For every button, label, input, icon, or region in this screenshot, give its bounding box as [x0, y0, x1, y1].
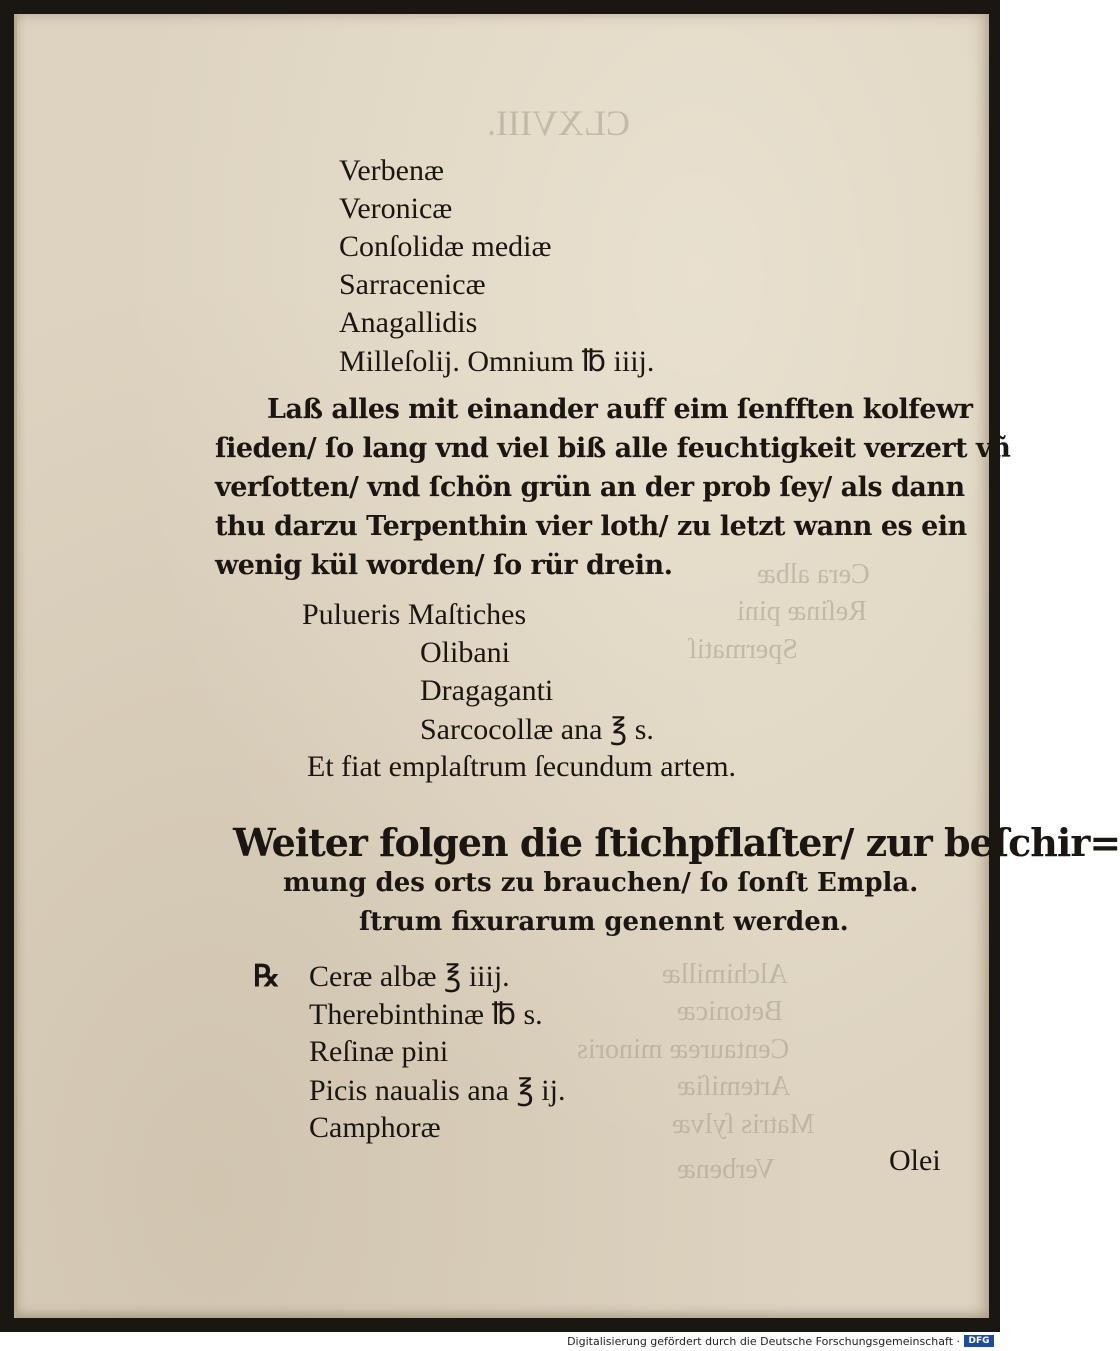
recipe-item: Picis naualis ana ℥ ij. [309, 1074, 566, 1107]
ghost-line: Spermatiſ [689, 634, 798, 665]
ingredient-line: Olibani [420, 636, 510, 669]
herb-list-item: Conſolidæ mediæ [339, 230, 552, 263]
herb-list-item: Milleſolij. Omnium ℔ iiij. [339, 345, 655, 378]
paragraph-line: thu darzu Terpenthin vier loth/ zu letzt wann es ein [215, 511, 967, 542]
ghost-line: Alchimillæ [662, 959, 788, 990]
section-heading: Weiter folgen die ſtichpflaſter/ zur beſchir= [233, 820, 1120, 865]
footer-credit: Digitalisierung gefördert durch die Deutsche Forschungsgemeinschaft · [567, 1335, 960, 1348]
ghost-folio: CLXVIII. [487, 103, 630, 143]
ghost-line: Cera albæ [757, 559, 870, 590]
footer [0, 1332, 1000, 1351]
recipe-symbol: ℞ [253, 960, 280, 993]
ghost-line: Verbenæ [677, 1154, 775, 1185]
section-heading-line: ſtrum fixurarum genennt werden. [359, 907, 849, 937]
paragraph-line: Laß alles mit einander auff eim ſenfften kolfewr [267, 394, 973, 425]
dfg-logo-icon: DFG [964, 1335, 994, 1347]
ghost-line: Reſinæ pini [737, 596, 867, 627]
recipe-item: Therebinthinæ ℔ s. [309, 998, 543, 1031]
section-heading-line: mung des orts zu brauchen/ ſo ſonſt Empla. [283, 868, 919, 898]
ingredient-line: Sarcocollæ ana ℥ s. [420, 713, 654, 746]
paragraph-line: wenig kül worden/ ſo rür drein. [215, 550, 673, 581]
ghost-line: Centaureæ minoris [577, 1034, 790, 1065]
paragraph-line: verſotten/ vnd ſchön grün an der prob ſey/ als dann [215, 472, 965, 503]
ghost-line: Matris ſylvæ [672, 1109, 815, 1140]
closing-line: Et fiat emplaſtrum ſecundum artem. [307, 750, 737, 783]
ghost-line: Artemiſiæ [677, 1071, 791, 1102]
herb-list-item: Sarracenicæ [339, 268, 486, 301]
recipe-item: Camphoræ [309, 1111, 441, 1144]
ingredient-line: Pulueris Maſtiches [302, 598, 527, 631]
recipe-item: Reſinæ pini [309, 1035, 449, 1068]
book-page [14, 14, 1120, 1318]
ingredient-line: Dragaganti [420, 674, 554, 707]
herb-list-item: Verbenæ [339, 154, 444, 187]
recipe-item: Ceræ albæ ℥ iiij. [309, 960, 510, 993]
catchword: Olei [889, 1144, 941, 1177]
herb-list-item: Anagallidis [339, 306, 478, 339]
ghost-line: Betonicæ [677, 996, 783, 1027]
paragraph-line: ſieden/ ſo lang vnd viel biß alle feuchtigkeit verzert vñ [215, 433, 1011, 464]
herb-list-item: Veronicæ [339, 192, 453, 225]
